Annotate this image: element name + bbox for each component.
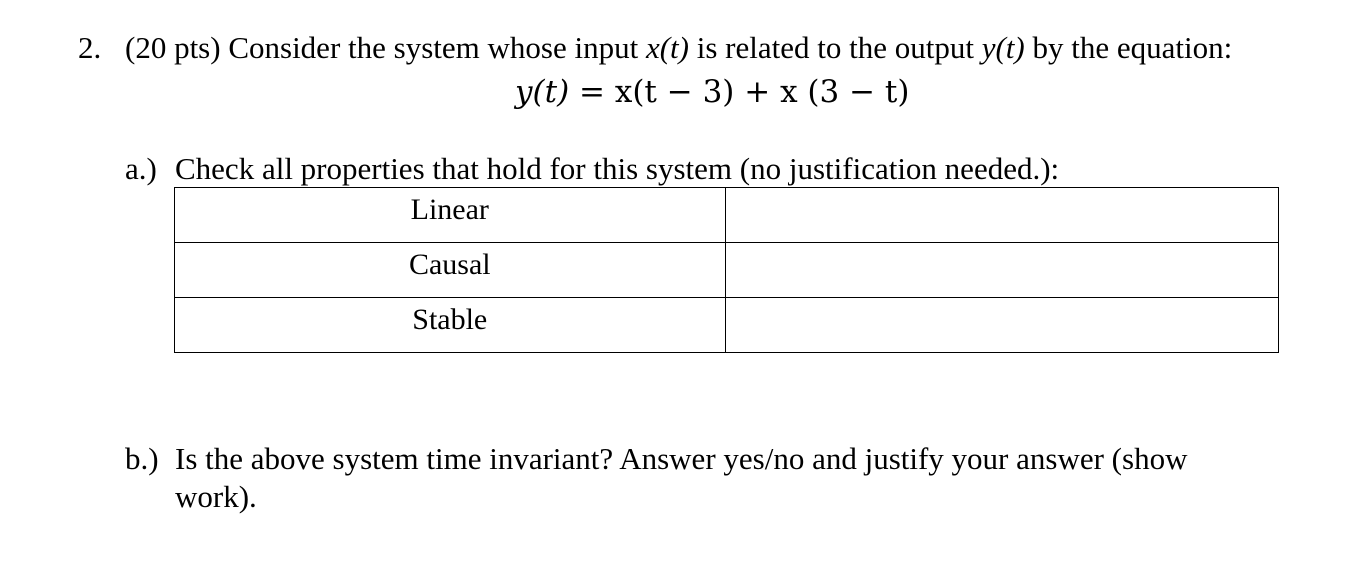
part-b-prompt <box>125 440 1187 516</box>
property-causal-answer-cell[interactable] <box>725 243 1278 298</box>
input-signal-symbol: x(t) <box>645 30 689 65</box>
table-row <box>175 243 1279 298</box>
part-b-line-1 <box>125 440 1187 478</box>
system-equation <box>515 72 909 112</box>
part-a-prompt <box>125 150 1059 188</box>
properties-table <box>174 187 1279 353</box>
property-linear-answer-cell[interactable] <box>725 188 1278 243</box>
property-linear: Linear <box>175 188 726 243</box>
output-signal-symbol: y(t) <box>981 30 1025 65</box>
question-text-end: by the equation: <box>1024 30 1233 65</box>
part-b-text-2: work). <box>175 479 257 514</box>
part-b-text-1: Is the above system time invariant? Answer yes/no and justify your answer (show <box>175 441 1188 476</box>
part-b-label: b.) <box>125 441 159 476</box>
question-text-start: Consider the system whose input <box>228 30 646 65</box>
part-a-text: Check all properties that hold for this system (no justification needed.): <box>175 151 1060 186</box>
question-number: 2. <box>78 30 102 65</box>
equation-rhs: = x(t − 3) + x (3 − t) <box>569 74 910 110</box>
table-row <box>175 298 1279 353</box>
question-statement <box>125 28 1232 68</box>
property-stable: Stable <box>175 298 726 353</box>
question-header <box>0 28 1360 68</box>
question-points: (20 pts) <box>125 30 221 65</box>
equation-lhs: y(t) <box>515 74 570 110</box>
question-text-middle: is related to the output <box>688 30 982 65</box>
property-stable-answer-cell[interactable] <box>725 298 1278 353</box>
table-row <box>175 188 1279 243</box>
part-a-label: a.) <box>125 151 157 186</box>
property-causal: Causal <box>175 243 726 298</box>
